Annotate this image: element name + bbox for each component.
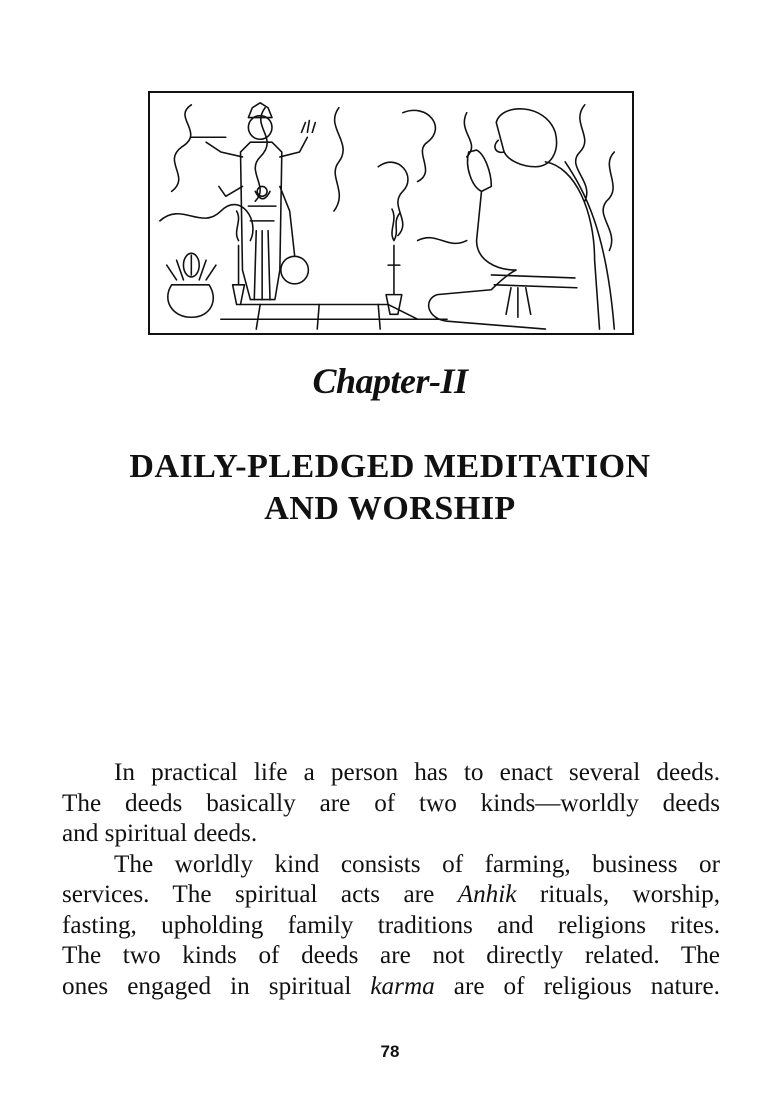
text-line: fasting, upholding family traditions and religions rites.	[62, 911, 720, 939]
text-run: ones engaged in spiritual	[62, 972, 371, 1000]
body-text	[62, 758, 720, 1002]
italic-term-karma: karma	[370, 972, 435, 1000]
chapter-label: Chapter-II	[312, 361, 468, 401]
paragraph-2	[62, 850, 720, 1003]
text-line: The deeds basically are of two kinds—worldly deeds	[62, 789, 720, 817]
text-line	[62, 880, 720, 911]
chapter-title-line-1: DAILY-PLEDGED MEDITATION	[129, 448, 651, 485]
paragraph-1	[62, 758, 720, 850]
italic-term-anhik: Anhik	[457, 881, 517, 908]
devotional-illustration-icon	[150, 93, 632, 333]
text-line: and spiritual deeds.	[62, 820, 258, 847]
text-run: rituals, worship,	[516, 881, 721, 908]
text-line: The two kinds of deeds are not directly related. The	[62, 942, 720, 969]
text-line	[62, 972, 720, 1003]
chapter-title	[0, 446, 780, 530]
page-number: 78	[380, 1042, 400, 1061]
text-line: The worldly kind consists of farming, business or	[114, 850, 720, 878]
chapter-illustration	[148, 91, 634, 335]
text-line: In practical life a person has to enact several deeds.	[114, 759, 720, 786]
text-run: are of religious nature.	[434, 972, 720, 1000]
text-run: services. The spiritual acts are	[62, 881, 458, 908]
chapter-title-line-2: AND WORSHIP	[264, 490, 516, 527]
